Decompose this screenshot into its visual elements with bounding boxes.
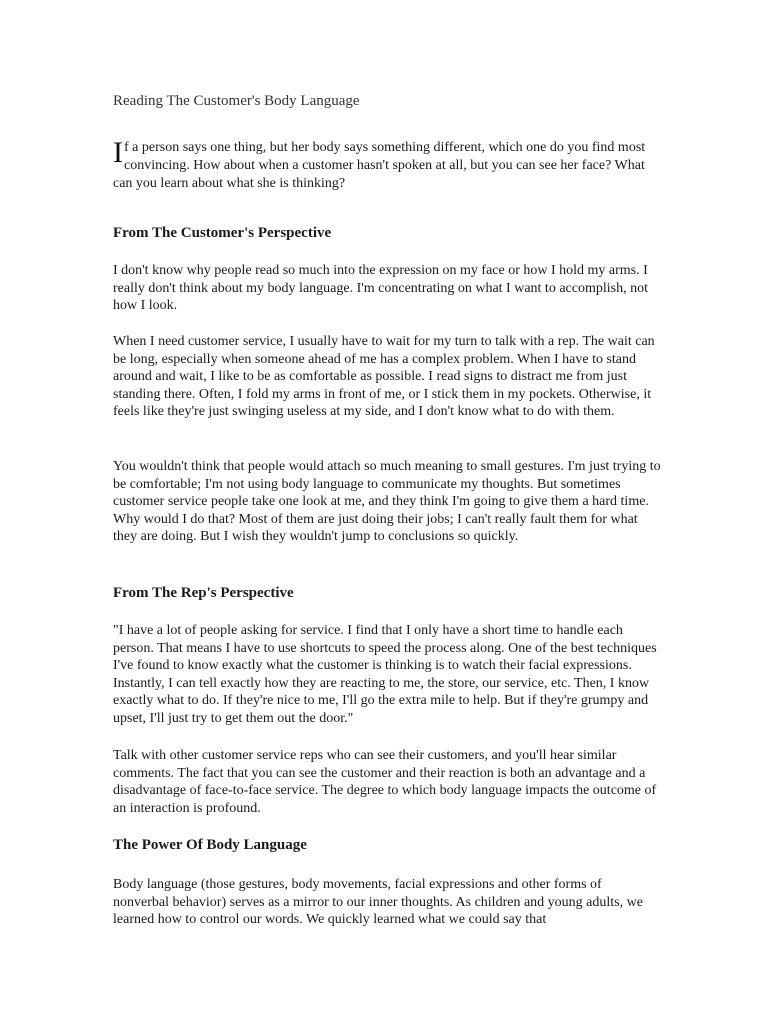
paragraph: Body language (those gestures, body movements, facial expressions and other forms of nonverbal behavior) serves as a mirror to our inner thoughts. As children and young adults, we learned how to control our words. We quickly learned what we could say that <box>113 877 643 927</box>
paragraph: "I have a lot of people asking for service. I find that I only have a short time to handle each person. That means I have to use shortcuts to speed the process along. One of the best techniques I've found to know exactly what the customer is thinking is to watch their facial expressions. Instantly, I can tell exactly how they are reacting to me, the store, our service, etc. Then, I know exactly what to do. If they're nice to me, I'll go the extra mile to help. But if they're grumpy and upset, I'll just try to get them out the door." <box>113 623 657 726</box>
paragraph: You wouldn't think that people would attach so much meaning to small gestures. I'm just trying to be comfortable; I'm not using body language to communicate my thoughts. But sometimes customer service people take one look at me, and they think I'm going to give them a hard time. Why would I do that? Most of them are just doing their jobs; I can't really fault them for what they are doing. But I wish they wouldn't jump to conclusions so quickly. <box>113 459 661 544</box>
section-heading: From The Rep's Perspective <box>113 585 294 601</box>
paragraph: When I need customer service, I usually have to wait for my turn to talk with a rep. The wait can be long, especially when someone ahead of me has a complex problem. When I have to stand around and wait, I like to be as comfortable as possible. I read signs to distract me from just standing there. Often, I fold my arms in front of me, or I stick them in my pockets. Otherwise, it feels like they're just swinging useless at my side, and I don't know what to do with them. <box>113 334 655 419</box>
section-heading: From The Customer's Perspective <box>113 225 332 241</box>
paragraph: I don't know why people read so much into the expression on my face or how I hold my arms. I really don't think about my body language. I'm concentrating on what I want to accomplish, not how I look. <box>113 263 648 313</box>
drop-cap: I <box>113 136 123 169</box>
paragraph: Talk with other customer service reps who can see their customers, and you'll hear similar comments. The fact that you can see the customer and their reaction is both an advantage and a disadvantage of face-to-face service. The degree to which body language impacts the outcome of an interaction is profound. <box>113 748 657 816</box>
section-heading: The Power Of Body Language <box>113 837 307 853</box>
document-title: Reading The Customer's Body Language <box>113 93 360 109</box>
intro-paragraph <box>113 136 658 193</box>
intro-text: f a person says one thing, but her body says something different, which one do you find most convincing. How about when a customer hasn't spoken at all, but you can see her face? What can you learn about what she is thinking? <box>113 140 646 191</box>
